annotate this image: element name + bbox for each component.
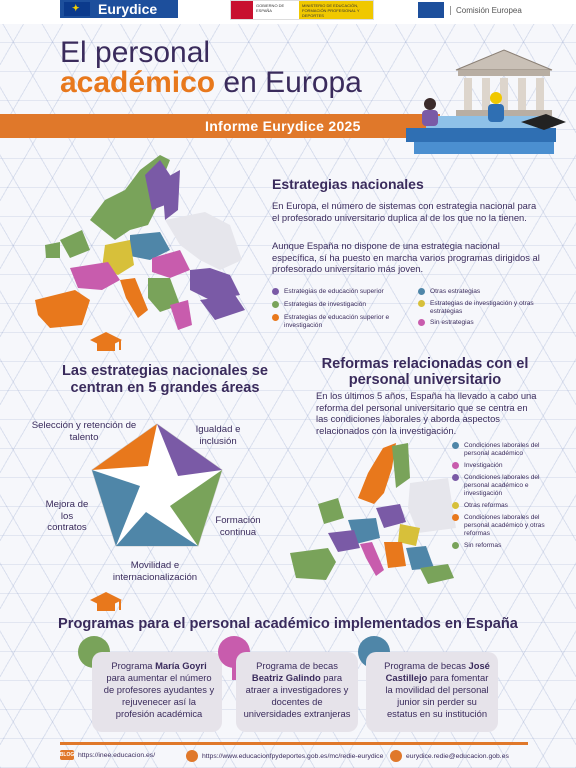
- legend-dot: [418, 300, 425, 307]
- legend-dot: [452, 442, 459, 449]
- legend-item: Condiciones laborales del personal académico y otras reformas: [452, 514, 557, 538]
- legend-item: Otras estrategias: [418, 288, 538, 296]
- area-label-talent: Selección y retención de talento: [31, 420, 137, 443]
- footer-email[interactable]: [390, 750, 509, 762]
- five-areas-title: Las estrategias nacionales se centran en 5 grandes áreas: [61, 363, 269, 396]
- eurydice-logo[interactable]: ✦ Eurydice: [60, 0, 178, 18]
- legend-item: Investigación: [452, 462, 552, 470]
- reforms-title: Reformas relacionadas con el personal universitario: [321, 356, 529, 388]
- programs-title: Programas para el personal académico implementados en España: [58, 616, 518, 632]
- spain-shield-icon: [231, 1, 253, 19]
- reforms-text: En los últimos 5 años, España ha llevado a cabo una reforma del personal universitario que se centra en las condiciones laborales y aborda aspectos relacionados con la investigación.: [316, 390, 537, 436]
- legend-item: Estrategias de investigación y otras estrategias: [418, 300, 538, 316]
- legend-dot: [418, 288, 425, 295]
- area-label-mobility: Movilidad e internacionalización: [112, 560, 198, 583]
- page-title-line1: El personal: [60, 36, 211, 69]
- blog-icon: BLOG: [59, 752, 75, 758]
- footer-blog[interactable]: [60, 750, 155, 760]
- footer-divider: [60, 742, 528, 745]
- legend-item: Condiciones laborales del personal académico e investigación: [452, 474, 552, 498]
- blog-link[interactable]: https://inee.educacion.es/: [78, 751, 156, 759]
- area-label-equality: Igualdad e inclusión: [195, 424, 241, 447]
- students-books-illustration: [396, 40, 566, 170]
- eu-flag-icon: [418, 2, 444, 18]
- legend-item: Sin estrategias: [418, 319, 538, 327]
- page-title-line2: académico en Europa: [60, 66, 362, 99]
- legend-dot: [272, 314, 279, 321]
- program-card-jose-castillejo: Programa de becas José Castillejo para fomentar la movilidad del personal junior sin perder su estatus en su institución: [366, 652, 498, 732]
- globe-icon: [186, 750, 198, 762]
- europe-strategies-map: [30, 150, 255, 335]
- mail-icon: [390, 750, 402, 762]
- legend-dot: [452, 474, 459, 481]
- legend-dot: [452, 514, 459, 521]
- graduation-cap-icon: [88, 330, 124, 356]
- report-banner-label: Informe Eurydice 2025: [205, 118, 361, 134]
- legend-dot: [452, 542, 459, 549]
- legend-dot: [452, 502, 459, 509]
- web-link[interactable]: https://www.educacionfpydeportes.gob.es/mc/redie-eurydice: [202, 752, 384, 760]
- national-strategies-text-1: En Europa, el número de sistemas con estrategia nacional para el profesorado universitario duplica al de los que no la tienen.: [272, 200, 537, 223]
- email-link[interactable]: eurydice.redie@educacion.gob.es: [406, 752, 509, 760]
- area-label-contracts: Mejora de los contratos: [45, 499, 89, 533]
- spain-government-logo: GOBIERNO DE ESPAÑA MINISTERIO DE EDUCACIÓN, FORMACIÓN PROFESIONAL Y DEPORTES: [230, 0, 374, 20]
- legend-item: Condiciones laborales del personal académico: [452, 442, 552, 458]
- legend-dot: [272, 288, 279, 295]
- european-commission-logo: Comisión Europea: [418, 0, 528, 20]
- national-strategies-text-2: Aunque España no dispone de una estrategia nacional específica, sí ha puesto en marcha varios programas dirigidos al profesorado universitario más joven.: [272, 240, 540, 274]
- legend-item: Estrategias de educación superior e investigación: [272, 314, 390, 330]
- legend-item: Sin reformas: [452, 542, 552, 550]
- legend-item: Estrategias de investigación: [272, 301, 410, 309]
- national-strategies-title: Estrategias nacionales: [272, 176, 424, 192]
- area-label-training: Formación continua: [215, 515, 261, 538]
- legend-item: Estrategias de educación superior: [272, 288, 410, 296]
- eu-flag-icon: [64, 2, 90, 16]
- graduation-cap-icon: [88, 590, 124, 616]
- footer-web[interactable]: [186, 750, 383, 762]
- program-card-maria-goyri: Programa María Goyri para aumentar el número de profesores ayudantes y rejuvenecer así la profesión académica: [92, 652, 222, 732]
- legend-dot: [452, 462, 459, 469]
- legend-item: Otras reformas: [452, 502, 552, 510]
- europe-reforms-map: [288, 438, 458, 588]
- legend-dot: [418, 319, 425, 326]
- program-card-beatriz-galindo: Programa de becas Beatriz Galindo para atraer a investigadores y docentes de universidades extranjeras: [236, 652, 358, 732]
- legend-dot: [272, 301, 279, 308]
